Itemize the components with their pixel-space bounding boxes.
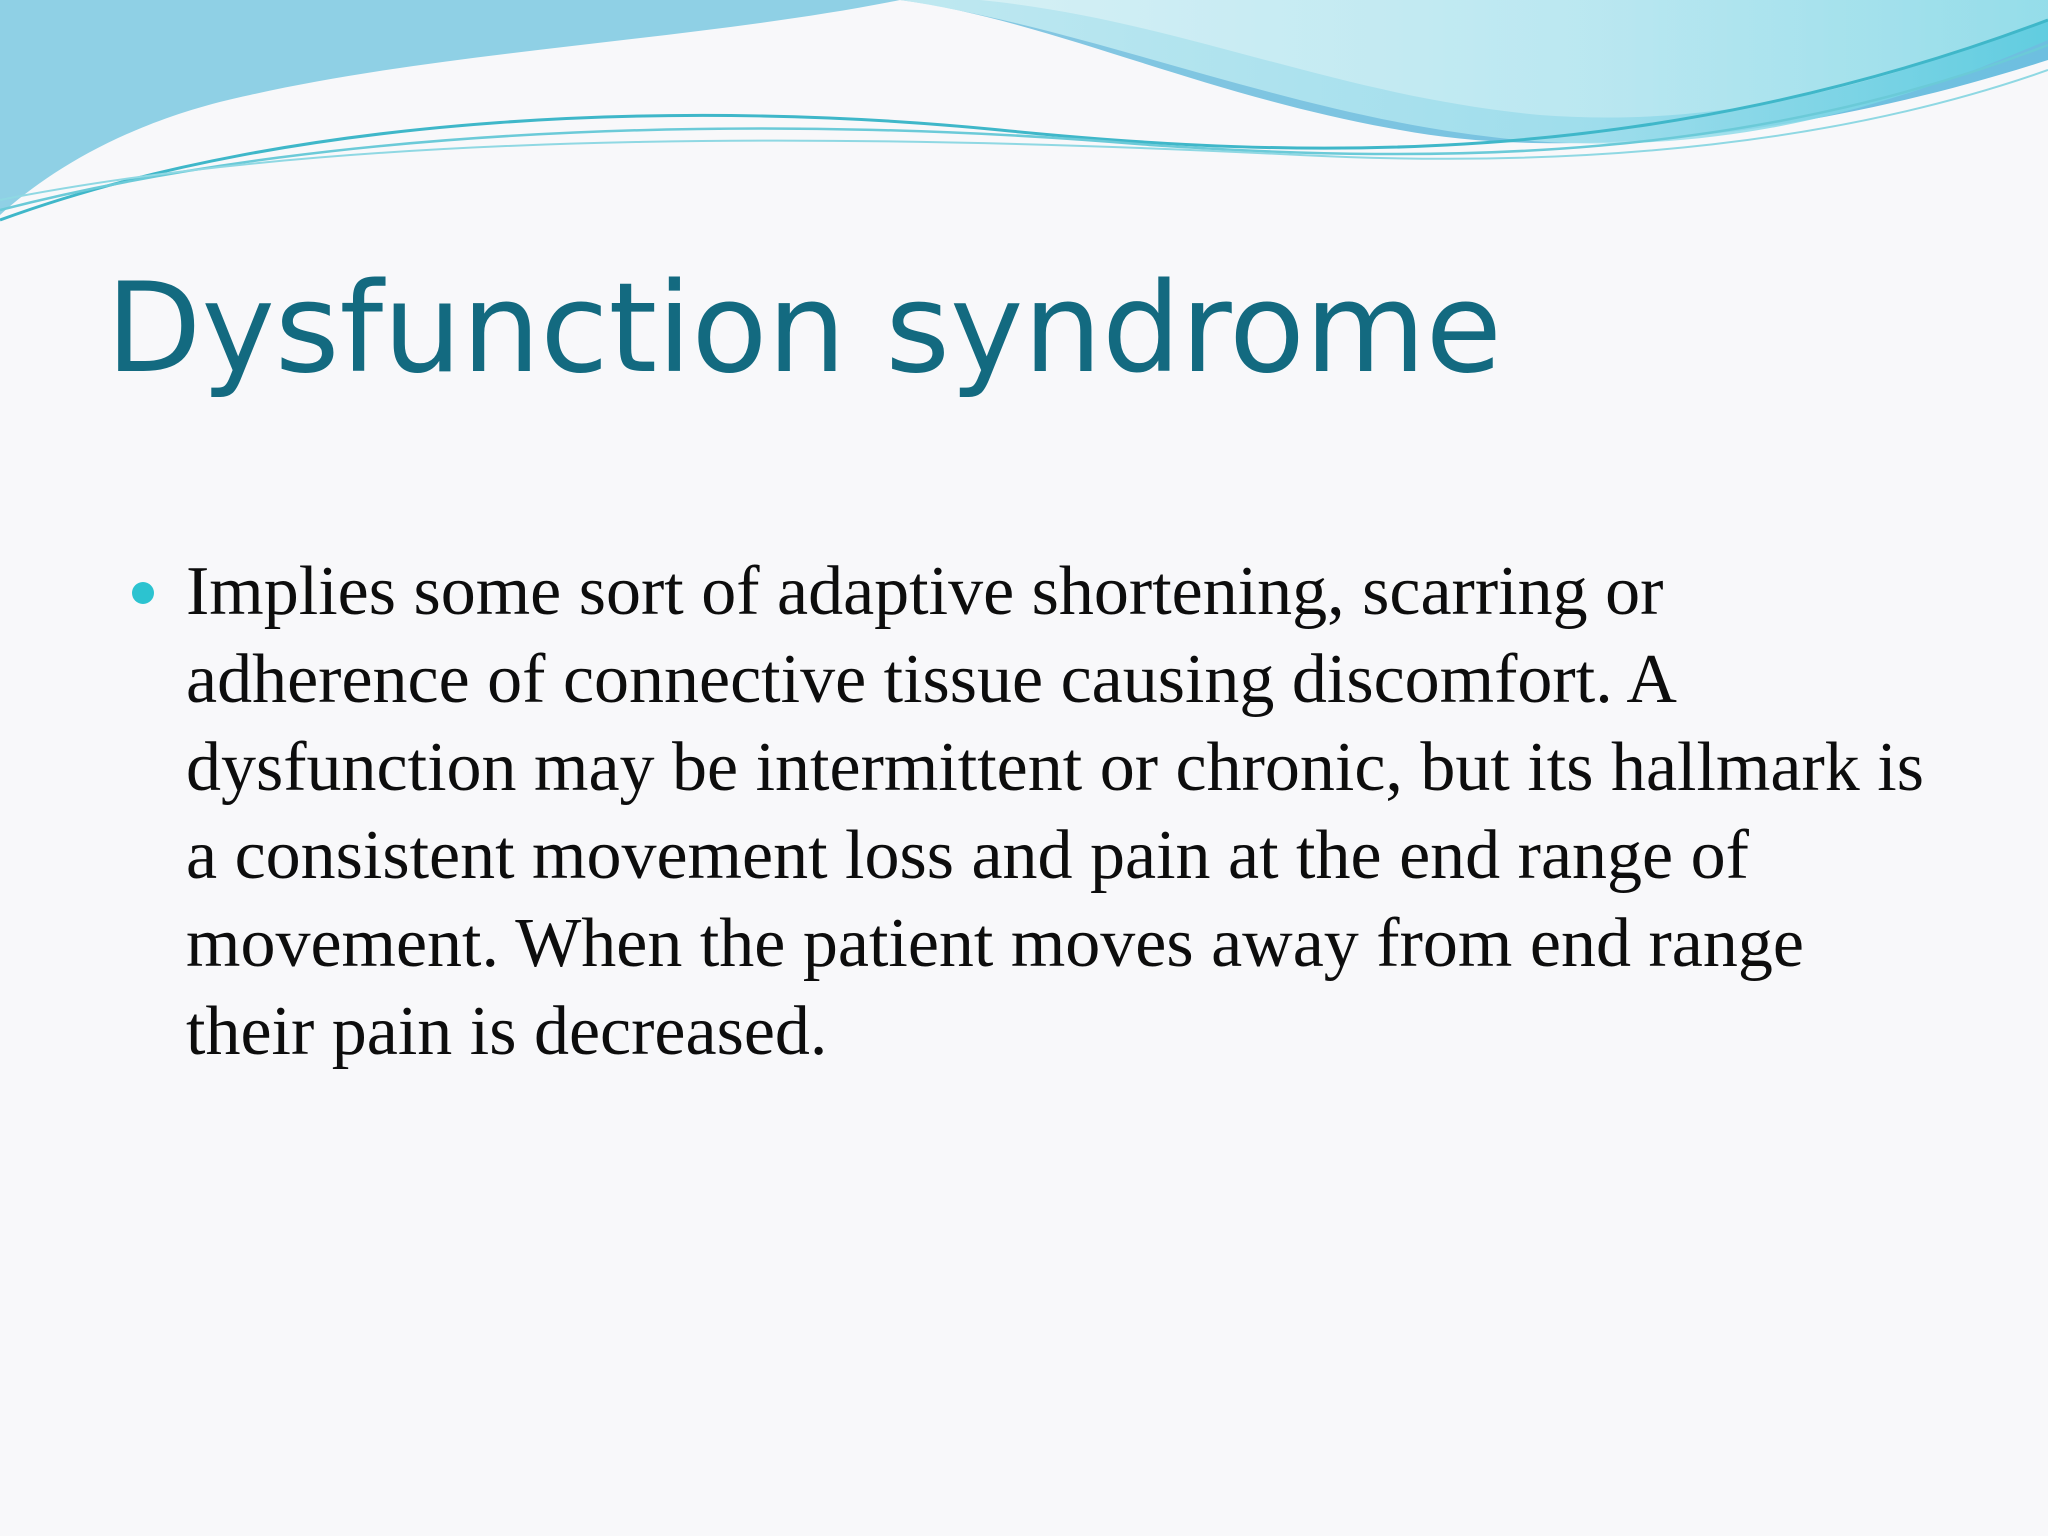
bullet-list [130, 548, 1930, 1076]
wave-band-left [0, 0, 900, 215]
bullet-text: Implies some sort of adaptive shortening, scarring or adherence of connective tissue causing discomfort. A dysfunction may be intermittent or chronic, but its hallmark is a consistent movement loss and pain at the end range of movement. When the patient moves away from end range their pain is decreased. [186, 553, 1924, 1070]
slide-title: Dysfunction syndrome [106, 257, 1502, 401]
bullet-dot-icon [132, 582, 154, 604]
header-wave-decoration [0, 0, 2048, 240]
bullet-item [130, 548, 1930, 1076]
